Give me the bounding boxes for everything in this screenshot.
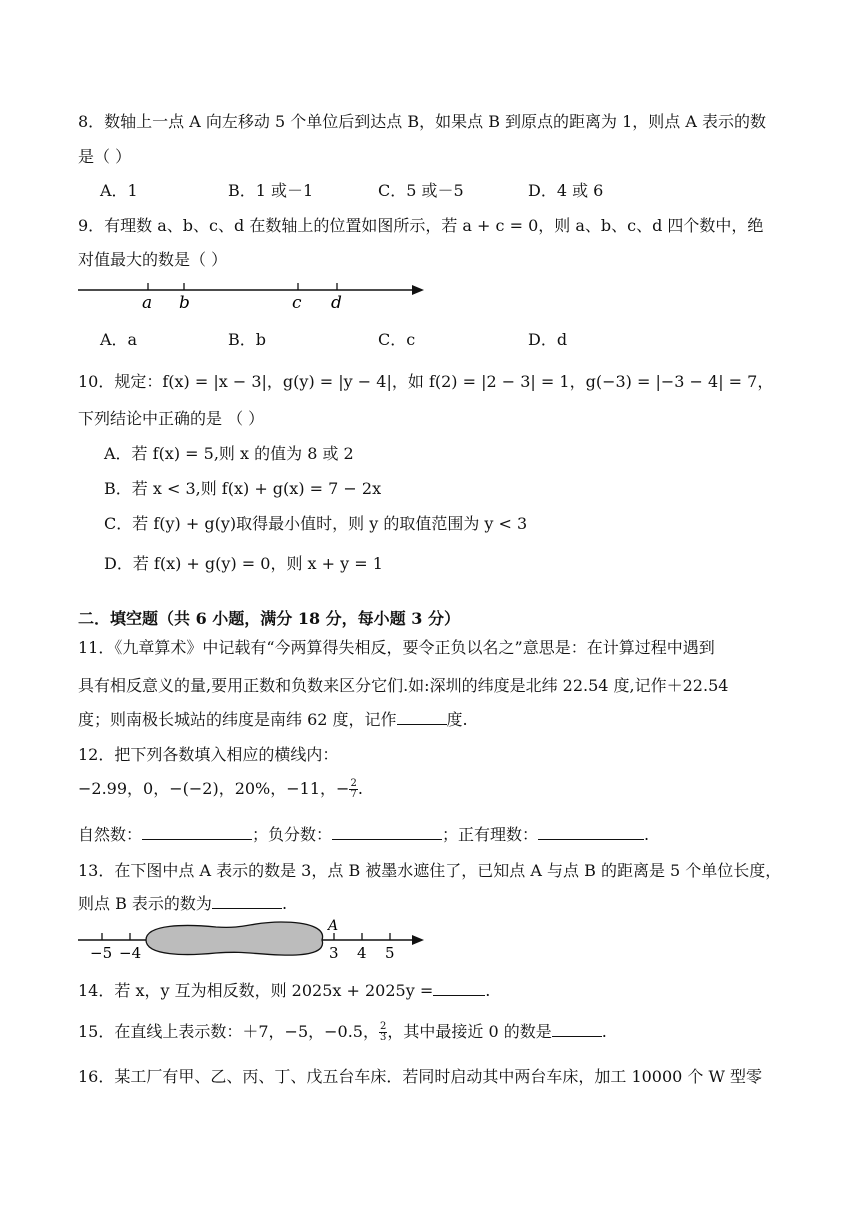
- q9-axis-label-a: a: [142, 293, 153, 313]
- section-2-title: 二．填空题（共 6 小题，满分 18 分，每小题 3 分）: [78, 609, 460, 628]
- q8-option-a: A．1: [100, 181, 138, 200]
- q8-line2: 是（ ）: [78, 147, 132, 166]
- q12-natural-blank[interactable]: [142, 825, 252, 840]
- q11-line2: 具有相反意义的量,要用正数和负数来区分它们.如:深圳的纬度是北纬 22.54 度,记作＋22.54: [78, 676, 729, 695]
- q13-number-line: [76, 918, 426, 964]
- q14-end: .: [485, 981, 491, 1000]
- q9-line1: 9．有理数 a、b、c、d 在数轴上的位置如图所示，若 a + c = 0，则 a、b、c、d 四个数中，绝: [78, 216, 764, 235]
- q8-line1: 8．数轴上一点 A 向左移动 5 个单位后到达点 B，如果点 B 到原点的距离为 1，则点 A 表示的数: [78, 112, 767, 131]
- q9-option-c: C．c: [378, 330, 416, 349]
- q12-fraction-denominator: 7: [350, 789, 357, 800]
- q9-axis-label-b: b: [179, 293, 190, 313]
- q15-end: .: [601, 1022, 607, 1041]
- q10-line1: 10．规定：f(x) = |x − 3|，g(y) = |y − 4|，如 f(2) = |2 − 3| = 1，g(−3) = |−3 − 4| = 7，: [78, 372, 774, 391]
- q9-option-a: A．a: [100, 330, 138, 349]
- q12-numbers-line: [78, 778, 363, 800]
- q13-answer-blank[interactable]: [212, 894, 282, 909]
- q8-option-d: D．4 或 6: [528, 181, 604, 200]
- q12-negative-blank[interactable]: [332, 825, 442, 840]
- q10-option-a: A．若 f(x) = 5,则 x 的值为 8 或 2: [104, 444, 354, 463]
- q9-axis-label-c: c: [292, 293, 302, 313]
- q13-line2-end: .: [281, 894, 288, 913]
- q13-axis-label-minus5: −5: [90, 944, 113, 962]
- q16-line1: 16．某工厂有甲、乙、丙、丁、戊五台车床．若同时启动其中两台车床，加工 10000 个 W 型零: [78, 1067, 763, 1086]
- q10-option-d: D．若 f(x) + g(y) = 0，则 x + y = 1: [104, 554, 383, 573]
- q10-option-c: C．若 f(y) + g(y)取得最小值时，则 y 的取值范围为 y < 3: [104, 514, 528, 533]
- q15-line: [78, 1021, 607, 1043]
- q12-line1: 12．把下列各数填入相应的横线内：: [78, 745, 339, 764]
- q9-option-b: B．b: [228, 330, 267, 349]
- q14-text: 14．若 x，y 互为相反数，则 2025x + 2025y =: [78, 981, 434, 1000]
- q13-axis-label-4: 4: [357, 944, 367, 962]
- q15-answer-blank[interactable]: [552, 1022, 602, 1037]
- q13-axis-label-5: 5: [385, 944, 395, 962]
- q11-line3-end: 度.: [446, 710, 468, 729]
- q15-text: 15．在直线上表示数：＋7，−5，−0.5，: [78, 1022, 379, 1041]
- q11-answer-blank[interactable]: [397, 710, 447, 725]
- q11-line1: 11．《九章算术》中记载有“今两算得失相反，要令正负以名之”意思是：在计算过程中遇到: [78, 638, 715, 657]
- q13-axis-label-minus4: −4: [119, 944, 142, 962]
- q13-line2: [78, 893, 287, 915]
- q9-option-d: D．d: [528, 330, 568, 349]
- q12-fraction: [349, 779, 357, 800]
- q11-line3-text: 度；则南极长城站的纬度是南纬 62 度，记作: [78, 710, 397, 729]
- q8-option-c: C．5 或－5: [378, 181, 464, 200]
- q8-option-b: B．1 或－1: [228, 181, 314, 200]
- q13-line1: 13．在下图中点 A 表示的数是 3，点 B 被墨水遮住了，已知点 A 与点 B 的距离是 5 个单位长度，: [78, 861, 782, 880]
- q15-text2: ，其中最接近 0 的数是: [387, 1022, 552, 1041]
- q15-fraction-numerator: 2: [379, 1021, 387, 1032]
- q12-numbers: −2.99，0，−(−2)，20%，−11，−: [78, 779, 350, 798]
- q13-line2-text: 则点 B 表示的数为: [78, 894, 212, 913]
- q13-point-a-label: A: [328, 918, 339, 934]
- q9-axis-label-d: d: [331, 293, 342, 313]
- q14-answer-blank[interactable]: [433, 981, 485, 996]
- q13-axis-label-3: 3: [329, 944, 339, 962]
- q12-negative-label: ；负分数：: [252, 825, 333, 844]
- q12-positive-blank[interactable]: [538, 825, 644, 840]
- q12-fraction-numerator: 2: [350, 778, 357, 789]
- q11-line3: [78, 709, 468, 731]
- q14-line: [78, 980, 490, 1002]
- q15-fraction-denominator: 3: [379, 1032, 387, 1043]
- q12-numbers-end: .: [357, 779, 363, 798]
- q12-end: .: [644, 825, 650, 844]
- q9-number-line: [76, 278, 426, 314]
- q9-line2: 对值最大的数是（ ）: [78, 250, 228, 269]
- q12-blanks-line: [78, 824, 649, 846]
- q10-line2: 下列结论中正确的是 （ ）: [78, 409, 265, 428]
- q12-natural-label: 自然数：: [78, 825, 143, 844]
- q10-option-b: B．若 x < 3,则 f(x) + g(x) = 7 − 2x: [104, 479, 382, 498]
- ink-blot: [146, 922, 323, 955]
- q12-positive-label: ；正有理数：: [442, 825, 539, 844]
